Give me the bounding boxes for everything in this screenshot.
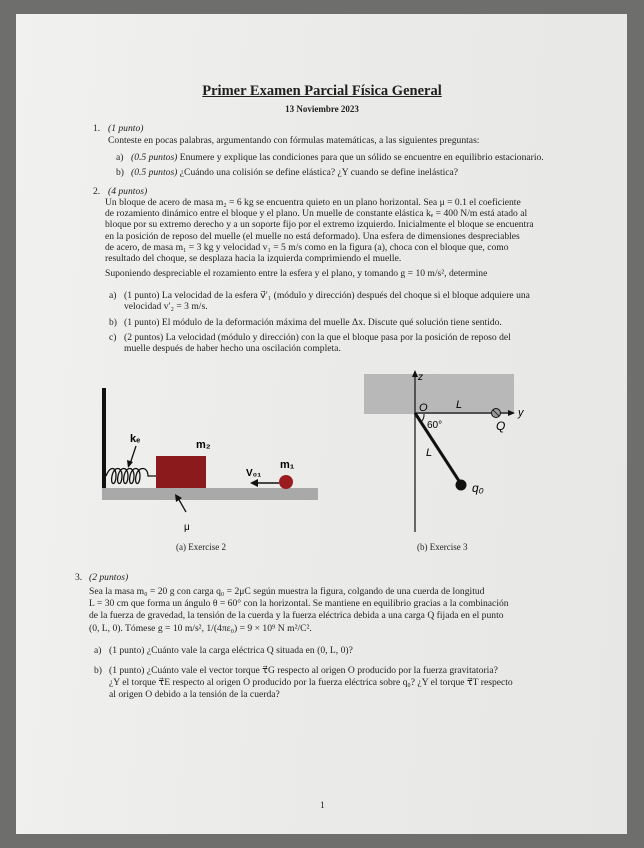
charge-Q-label: Q <box>496 419 506 433</box>
exam-date: 13 Noviembre 2023 <box>285 104 359 114</box>
page-number: 1 <box>320 800 325 811</box>
angle-arc <box>421 414 424 422</box>
q1-b-label: b) <box>116 167 124 178</box>
length-top-label: L <box>456 399 463 411</box>
sphere-label: m₁ <box>280 459 295 471</box>
q3-b-label: b) <box>94 665 102 676</box>
friction-label: μ <box>184 522 190 533</box>
q1-points: (1 punto) <box>108 123 144 134</box>
figure-a <box>90 380 330 560</box>
block-label: m₂ <box>196 439 211 451</box>
q2-c-label: c) <box>109 332 117 343</box>
spring-pointer <box>130 446 136 464</box>
origin-label: O <box>419 402 428 414</box>
velocity-arrow-head <box>250 479 258 487</box>
block-m2 <box>156 456 206 488</box>
q2-a-label: a) <box>109 290 117 301</box>
spring <box>106 469 156 484</box>
figure-a-caption: (a) Exercise 2 <box>176 542 226 552</box>
floor-plane <box>102 488 318 500</box>
charge-q0 <box>456 480 467 491</box>
velocity-label: V₀₁ <box>246 468 262 479</box>
exam-title: Primer Examen Parcial Física General <box>202 83 442 99</box>
friction-pointer <box>178 498 186 512</box>
q2-b: (1 punto) El módulo de la deformación máxima del muelle Δx. Discute qué solución tiene sentido. <box>124 317 502 328</box>
q2-points: (4 puntos) <box>108 186 148 197</box>
string-length-label: L <box>426 447 433 459</box>
ceiling <box>364 374 514 414</box>
q3-b: (1 punto) ¿Cuánto vale el vector torque τ⃗G respecto al origen O producido por la fuerza gravitatoria? ¿Y el torque τ⃗E respecto al origen O producido por la fuerza eléctrica sobre q₀? ¿Y el torque τ⃗T respecto al origen O debido a la tensión de la cuerda? <box>109 665 513 701</box>
q3-points: (2 puntos) <box>89 572 129 583</box>
q1-b: (0.5 puntos) ¿Cuándo una colisión se define elástica? ¿Y cuando se define inelástica? <box>131 167 459 178</box>
q1-number: 1. <box>93 123 101 134</box>
q1-a-label: a) <box>116 152 124 163</box>
spring-label: kₑ <box>130 433 141 445</box>
q3-number: 3. <box>75 572 83 583</box>
q3-a-label: a) <box>94 645 102 656</box>
q2-assumption: Suponiendo despreciable el rozamiento entre la esfera y el plano, y tomando g = 10 m/s², determine <box>105 268 488 279</box>
angle-label: 60° <box>427 420 443 431</box>
q1-a: (0.5 puntos) Enumere y explique las condiciones para que un sólido se encuentre en equilibrio estacionario. <box>131 152 544 163</box>
q3-a: (1 punto) ¿Cuánto vale la carga eléctrica Q situada en (0, L, 0)? <box>109 645 353 656</box>
y-axis-label: y <box>518 407 524 419</box>
sphere-m1 <box>279 475 293 489</box>
wall-support <box>102 388 106 490</box>
q1-intro: Conteste en pocas palabras, argumentando con fórmulas matemáticas, a las siguientes preguntas: <box>108 135 480 146</box>
q2-number: 2. <box>93 186 101 197</box>
spring-pointer-head <box>127 460 133 468</box>
q2-c: (2 puntos) La velocidad (módulo y dirección) con la que el bloque pasa por la posición de reposo del muelle después de haber hecho una oscilación completa. <box>124 332 511 355</box>
z-axis-label: z <box>418 372 423 383</box>
figure-b <box>360 368 540 538</box>
charge-q0-label: q₀ <box>472 481 484 495</box>
q2-a: (1 punto) La velocidad de la esfera v⃗′₁ (módulo y dirección) después del choque si el bloque adquiere una velocidad v′₂ = 3 m/s. <box>124 290 530 313</box>
figure-b-caption: (b) Exercise 3 <box>417 542 468 552</box>
q2-statement: Un bloque de acero de masa m₂ = 6 kg se encuentra quieto en un plano horizontal. Sea μ = 0.1 el coeficiente de rozamiento dinámico entre el bloque y el plano. Un muelle de constante elástica kₑ = 400 N/m está atado al bloque por su extremo derecho y a un soporte fijo por el extremo izquierdo. Inicialmente el bloque se encuentra en la posición de reposo del muelle (el muelle no está deformado). Una esfera de dimensiones despreciables de acero, de masa m₁ = 3 kg y velocidad v₁ = 5 m/s como en la figura (a), choca con el bloque que, como resultado del choque, se desplaza hacia la izquierda comprimiendo el muelle. <box>105 197 534 265</box>
q3-statement: Sea la masa m₀ = 20 g con carga q₀ = 2μC según muestra la figura, colgando de una cuerda de longitud L = 30 cm que forma un ángulo θ = 60° con la horizontal. Se mantiene en equilibrio gracias a la combinación de la fuerza de gravedad, la tensión de la cuerda y la fuerza eléctrica debida a una carga Q fijada en el punto (0, L, 0). Tómese g = 10 m/s², 1/(4πε₀) = 9 × 10⁹ N m²/C². <box>89 586 509 634</box>
q2-b-label: b) <box>109 317 117 328</box>
